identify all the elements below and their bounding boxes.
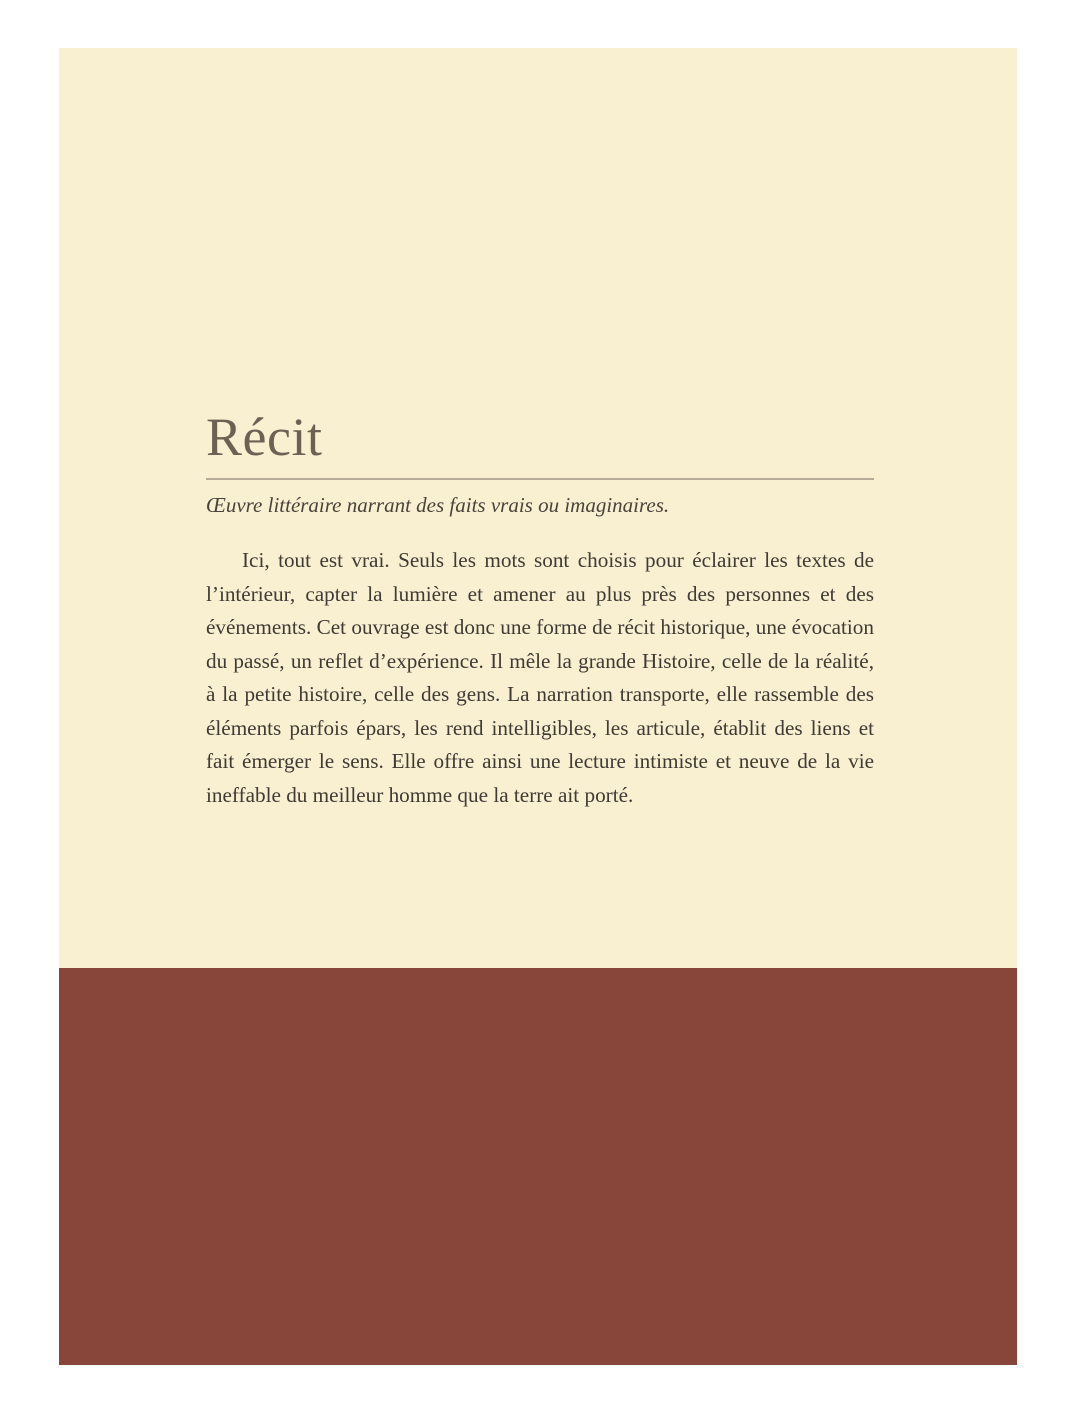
definition-text: Œuvre littéraire narrant des faits vrais ou imaginaires. [206, 493, 670, 517]
page-title: Récit [206, 407, 323, 467]
title-divider [206, 478, 874, 480]
book-page [59, 48, 1017, 1365]
entry-block [206, 406, 874, 812]
body-paragraph: Ici, tout est vrai. Seuls les mots sont choisis pour éclairer les textes de l’intérieur, capter la lumière et amener au plus près des personnes et des événements. Cet ouvrage est donc une forme de récit historique, une évocation du passé, un reflet d’expérience. Il mêle la grande Histoire, celle de la réalité, à la petite histoire, celle des gens. La narration transporte, elle rassemble des éléments parfois épars, les rend intelligibles, les articule, établit des liens et fait émerger le sens. Elle offre ainsi une lecture intimiste et neuve de la vie ineffable du meilleur homme que la terre ait porté. [206, 548, 874, 807]
color-band [59, 968, 1017, 1365]
